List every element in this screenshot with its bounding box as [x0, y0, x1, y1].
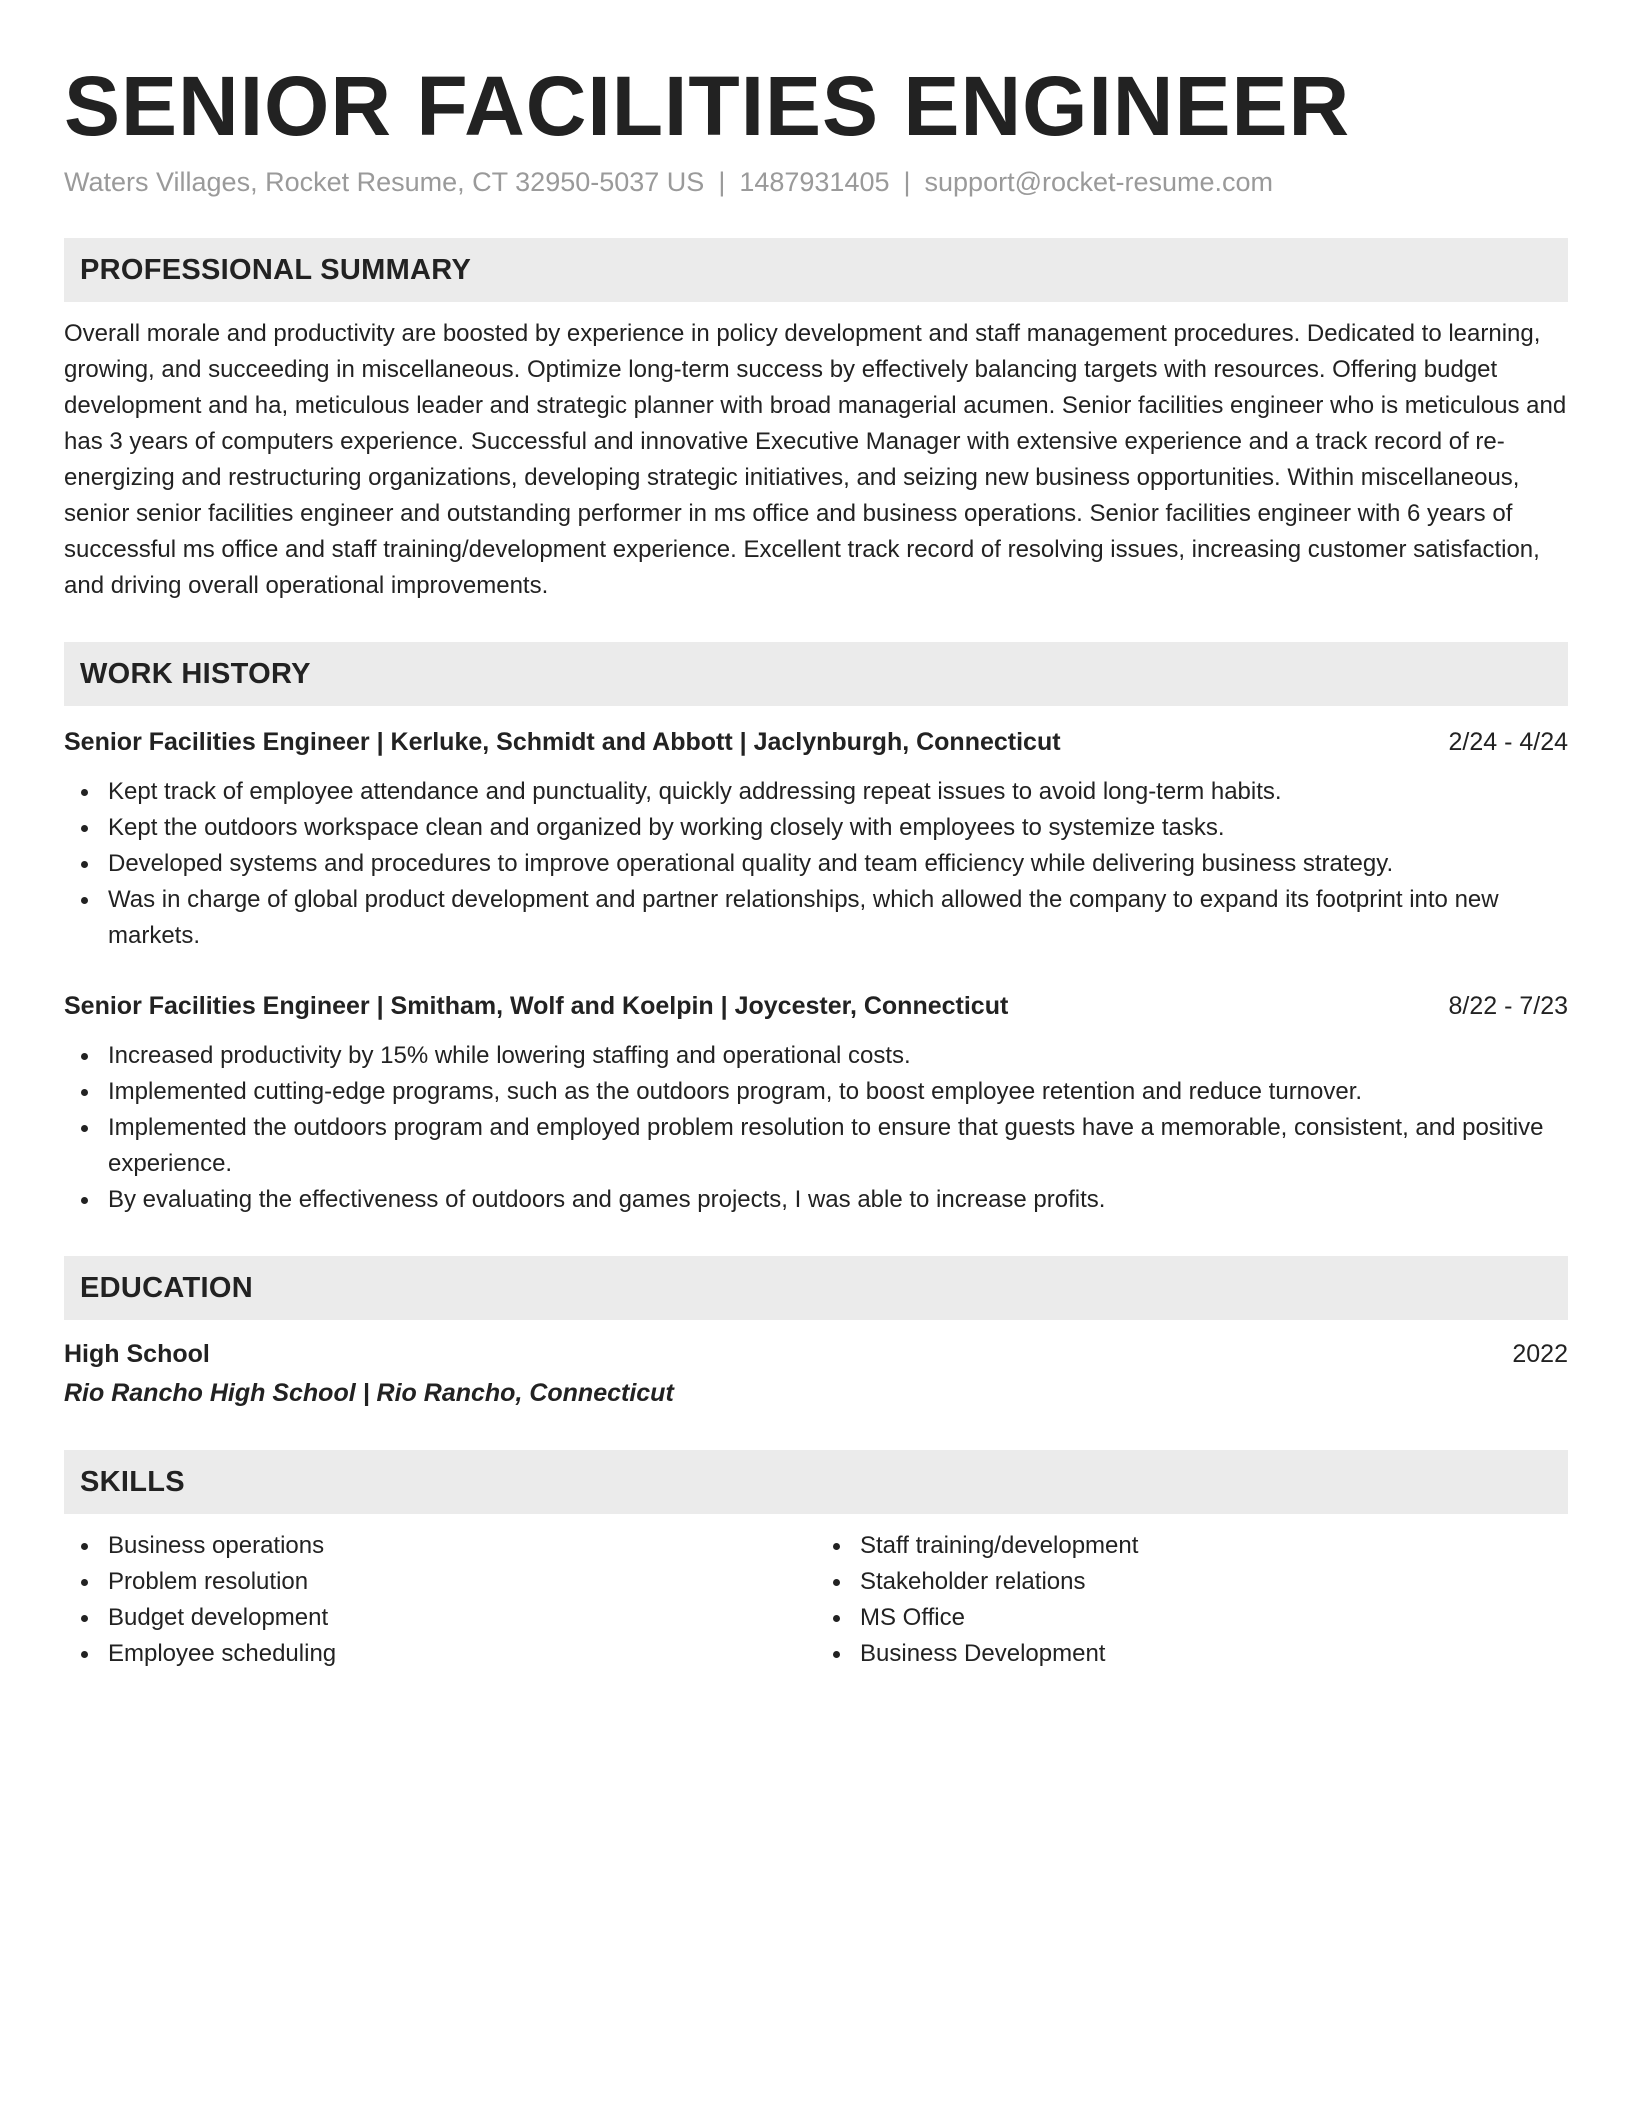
skills-column-right: [816, 1528, 1568, 1672]
summary-section-header: [64, 238, 1568, 302]
skills-heading: SKILLS: [80, 1465, 185, 1498]
job-bullets: [64, 1038, 1568, 1218]
skill-item: Stakeholder relations: [816, 1564, 1568, 1600]
skill-item: Business operations: [64, 1528, 816, 1564]
skills-column-left: [64, 1528, 816, 1672]
contact-email: support@rocket-resume.com: [924, 167, 1274, 197]
candidate-name: SENIOR FACILITIES ENGINEER: [64, 59, 1351, 153]
contact-separator: |: [903, 167, 911, 197]
job-dates: 2/24 - 4/24: [1448, 728, 1568, 756]
education-school: Rio Rancho High School | Rio Rancho, Connecticut: [64, 1379, 674, 1407]
job-entry: [64, 988, 1568, 1218]
job-bullet: Was in charge of global product development and partner relationships, which allowed the company to expand its footprint into new markets.: [64, 882, 1568, 954]
education-heading: EDUCATION: [80, 1271, 253, 1304]
skill-item: Business Development: [816, 1636, 1568, 1672]
job-bullet: Implemented cutting-edge programs, such as the outdoors program, to boost employee retention and reduce turnover.: [64, 1074, 1568, 1110]
job-title: Senior Facilities Engineer | Smitham, Wolf and Koelpin | Joycester, Connecticut: [64, 992, 1009, 1020]
contact-phone: 1487931405: [739, 167, 890, 197]
job-title: Senior Facilities Engineer | Kerluke, Schmidt and Abbott | Jaclynburgh, Connecticut: [64, 728, 1061, 756]
job-entry: [64, 724, 1568, 954]
job-bullet: Implemented the outdoors program and employed problem resolution to ensure that guests have a memorable, consistent, and positive experience.: [64, 1110, 1568, 1182]
job-dates: 8/22 - 7/23: [1448, 992, 1568, 1020]
work-heading: WORK HISTORY: [80, 657, 311, 690]
skill-item: Budget development: [64, 1600, 816, 1636]
education-year: 2022: [1512, 1340, 1568, 1368]
summary-heading: PROFESSIONAL SUMMARY: [80, 253, 472, 286]
contact-line: [64, 164, 1568, 200]
contact-address: Waters Villages, Rocket Resume, CT 32950-5037 US: [64, 167, 705, 197]
skills-section-header: [64, 1450, 1568, 1514]
skill-item: Problem resolution: [64, 1564, 816, 1600]
education-section-header: [64, 1256, 1568, 1320]
job-bullets: [64, 774, 1568, 954]
job-bullet: Kept the outdoors workspace clean and organized by working closely with employees to systemize tasks.: [64, 810, 1568, 846]
job-bullet: Kept track of employee attendance and punctuality, quickly addressing repeat issues to avoid long-term habits.: [64, 774, 1568, 810]
education-entry: [64, 1336, 1568, 1412]
skill-item: MS Office: [816, 1600, 1568, 1636]
job-bullet: Increased productivity by 15% while lowering staffing and operational costs.: [64, 1038, 1568, 1074]
job-bullet: Developed systems and procedures to improve operational quality and team efficiency while delivering business strategy.: [64, 846, 1568, 882]
education-degree: High School: [64, 1340, 210, 1368]
contact-separator: |: [718, 167, 726, 197]
skill-item: Staff training/development: [816, 1528, 1568, 1564]
summary-text: Overall morale and productivity are boosted by experience in policy development and staff management procedures. Dedicated to learning, growing, and succeeding in miscellaneous. Optimize long-term success by effectively balancing targets with resources. Offering budget development and ha, meticulous leader and strategic planner with broad managerial acumen. Senior facilities engineer who is meticulous and has 3 years of computers experience. Successful and innovative Executive Manager with extensive experience and a track record of re-energizing and restructuring organizations, developing strategic initiatives, and seizing new business opportunities. Within miscellaneous, senior senior facilities engineer and outstanding performer in ms office and business operations. Senior facilities engineer with 6 years of successful ms office and staff training/development experience. Excellent track record of resolving issues, increasing customer satisfaction, and driving overall operational improvements.: [64, 320, 1567, 599]
job-bullet: By evaluating the effectiveness of outdoors and games projects, I was able to increase profits.: [64, 1182, 1568, 1218]
skills-list: [64, 1528, 1568, 1672]
work-section-header: [64, 642, 1568, 706]
skill-item: Employee scheduling: [64, 1636, 816, 1672]
